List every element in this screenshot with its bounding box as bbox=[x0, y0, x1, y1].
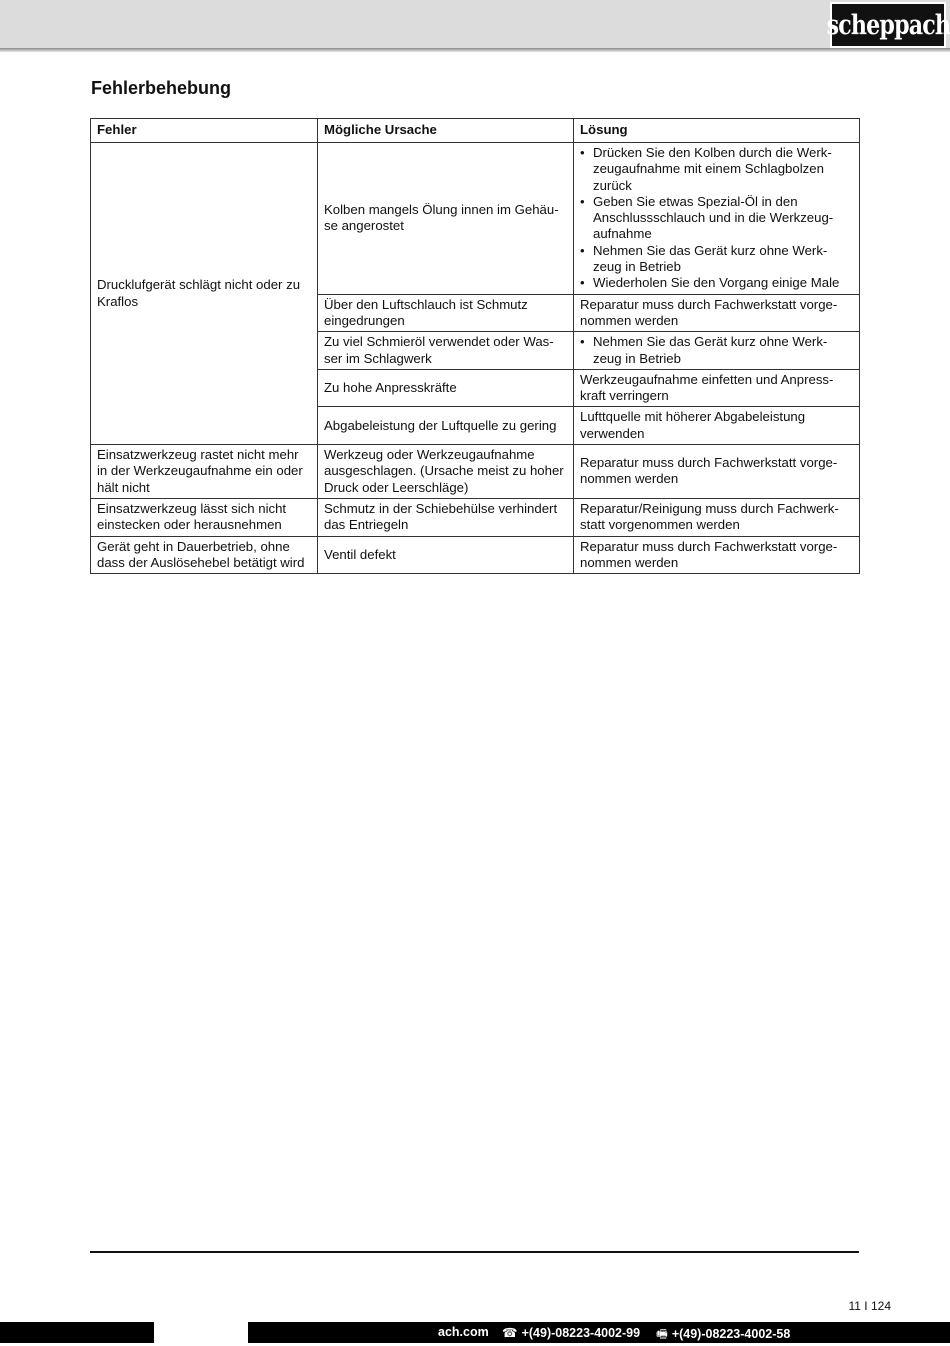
fault-cell: Einsatzwerkzeug lässt sich nicht einstecken oder herausnehmen bbox=[91, 498, 318, 536]
list-item: • Nehmen Sie das Gerät kurz ohne Werk-zeug in Betrieb bbox=[580, 334, 853, 367]
troubleshooting-table bbox=[90, 118, 860, 574]
column-header-solution: Lösung bbox=[574, 119, 860, 143]
solution-cell: Reparatur/Reinigung muss durch Fachwerk-statt vorgenommen werden bbox=[574, 498, 860, 536]
list-item: • Wiederholen Sie den Vorgang einige Male bbox=[580, 275, 853, 291]
cause-cell: Kolben mangels Ölung innen im Gehäu-se angerostet bbox=[318, 143, 574, 295]
brand-logo-text: scheppach bbox=[826, 9, 950, 41]
brand-logo bbox=[826, 2, 950, 48]
page-title: Fehlerbehebung bbox=[91, 78, 232, 98]
cause-cell: Zu viel Schmieröl verwendet oder Was-ser im Schlagwerk bbox=[318, 332, 574, 370]
table-row bbox=[91, 445, 860, 499]
list-item: • Nehmen Sie das Gerät kurz ohne Werk-zeug in Betrieb bbox=[580, 243, 853, 276]
fault-cell: Gerät geht in Dauerbetrieb, ohne dass der Auslösehebel betätigt wird bbox=[91, 536, 318, 574]
footer-phone bbox=[502, 1325, 640, 1340]
solution-cell: Reparatur muss durch Fachwerkstatt vorge-nommen werden bbox=[574, 294, 860, 332]
cause-cell: Ventil defekt bbox=[318, 536, 574, 574]
bottom-divider bbox=[90, 1251, 859, 1253]
column-header-cause: Mögliche Ursache bbox=[318, 119, 574, 143]
header-bar bbox=[0, 0, 950, 48]
cause-cell: Abgabeleistung der Luftquelle zu gering bbox=[318, 407, 574, 445]
cause-cell: Über den Luftschlauch ist Schmutz eingedrungen bbox=[318, 294, 574, 332]
solution-cell: Lufttquelle mit höherer Abgabeleistung verwenden bbox=[574, 407, 860, 445]
footer-gap bbox=[154, 1322, 248, 1343]
header-shadow bbox=[0, 48, 950, 52]
table-row bbox=[91, 536, 860, 574]
list-item: • Drücken Sie den Kolben durch die Werk-zeugaufnahme mit einem Schlagbolzen zurück bbox=[580, 145, 853, 194]
column-header-fault: Fehler bbox=[91, 119, 318, 143]
cause-cell: Schmutz in der Schiebehülse verhindert das Entriegeln bbox=[318, 498, 574, 536]
footer-fax-number: +(49)-08223-4002-58 bbox=[671, 1327, 791, 1341]
footer-phone-number: +(49)-08223-4002-99 bbox=[521, 1326, 641, 1340]
footer-bar bbox=[248, 1322, 950, 1343]
solution-cell: Reparatur muss durch Fachwerkstatt vorge-nommen werden bbox=[574, 445, 860, 499]
fault-cell: Drucklufgerät schlägt nicht oder zu Kraflos bbox=[91, 143, 318, 445]
table-header-row bbox=[91, 119, 860, 143]
cause-cell: Werkzeug oder Werkzeugaufnahme ausgeschlagen. (Ursache meist zu hoher Druck oder Leerschläge) bbox=[318, 445, 574, 499]
solution-cell bbox=[574, 332, 860, 370]
fax-icon: 🖷 bbox=[656, 1327, 668, 1341]
footer-bar-left bbox=[0, 1322, 154, 1343]
solution-list bbox=[580, 334, 853, 367]
cause-cell: Zu hohe Anpresskräfte bbox=[318, 369, 574, 407]
phone-icon: ☎ bbox=[502, 1326, 518, 1340]
page-number: 11 I 124 bbox=[848, 1299, 891, 1313]
solution-list bbox=[580, 145, 853, 292]
solution-cell: Werkzeugaufnahme einfetten und Anpress-kraft verringern bbox=[574, 369, 860, 407]
list-item: • Geben Sie etwas Spezial-Öl in den Anschlussschlauch und in die Werkzeug-aufnahme bbox=[580, 194, 853, 243]
solution-cell: Reparatur muss durch Fachwerkstatt vorge-nommen werden bbox=[574, 536, 860, 574]
table-row bbox=[91, 143, 860, 295]
footer-website: ach.com bbox=[438, 1325, 489, 1339]
solution-cell bbox=[574, 143, 860, 295]
table-row bbox=[91, 498, 860, 536]
footer-fax bbox=[656, 1325, 790, 1346]
fault-cell: Einsatzwerkzeug rastet nicht mehr in der Werkzeugaufnahme ein oder hält nicht bbox=[91, 445, 318, 499]
